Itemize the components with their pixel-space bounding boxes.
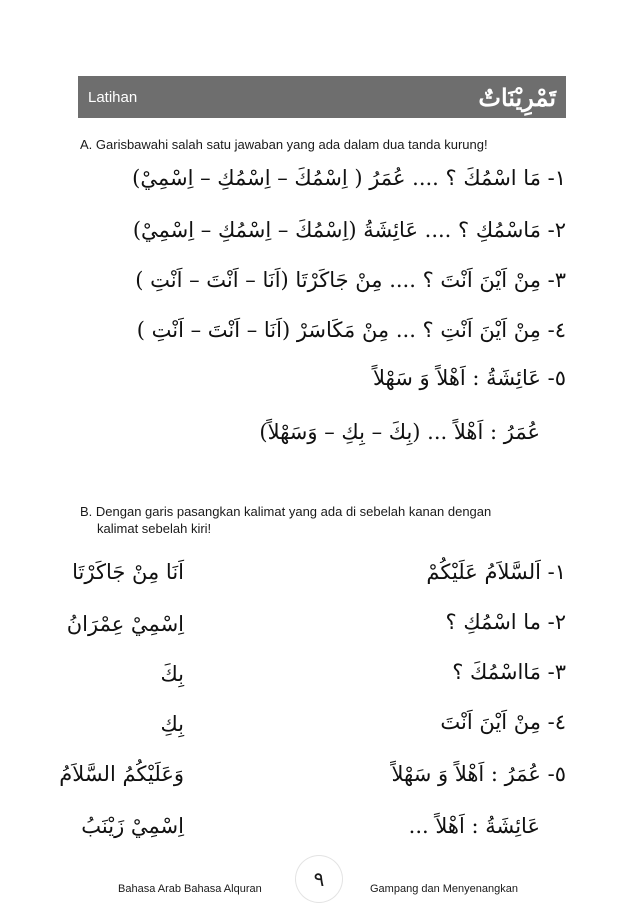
- match-right-item-6: عَائِشَةُ : اَهْلاً ...: [408, 814, 540, 838]
- exercise-a-line-4: ٤- مِنْ اَيْنَ اَنْتِ ؟ ... مِنْ مَكَاسَرْ (اَنَا – اَنْتَ – اَنْتِ ): [136, 318, 566, 342]
- footer-left-text: Bahasa Arab Bahasa Alquran: [118, 883, 262, 895]
- header-title-latin: Latihan: [88, 88, 138, 106]
- section-b-instruction-line-2: kalimat sebelah kiri!: [97, 521, 212, 536]
- section-header: [78, 76, 566, 118]
- page-number-badge: [296, 856, 342, 902]
- exercise-a-line-5: ٥- عَائِشَةُ : اَهْلاً وَ سَهْلاً: [373, 366, 566, 390]
- match-right-item-3: ٣- مَااسْمُكَ ؟: [452, 660, 566, 684]
- match-left-item-6: اِسْمِيْ زَيْنَبُ: [81, 814, 184, 838]
- exercise-a-line-6: عُمَرُ : اَهْلاً ... (بِكَ – بِكِ – وَسَهْلاً): [259, 420, 540, 444]
- match-right-item-4: ٤- مِنْ اَيْنَ اَنْتَ: [440, 710, 566, 734]
- page-number: ٩: [313, 867, 325, 891]
- match-right-item-5: ٥- عُمَرُ : اَهْلاً وَ سَهْلاً: [391, 762, 566, 786]
- match-left-item-1: اَنَا مِنْ جَاكَرْتَا: [72, 560, 184, 584]
- match-left-item-3: بِكَ: [160, 662, 184, 686]
- section-b-instruction-line-1: B. Dengan garis pasangkan kalimat yang ada di sebelah kanan dengan: [80, 504, 492, 519]
- match-left-item-2: اِسْمِيْ عِمْرَانُ: [66, 612, 184, 636]
- header-title-arabic: تَمْرِيْنَاتٌ: [478, 82, 556, 112]
- match-left-item-5: وَعَلَيْكُمُ السَّلاَمُ: [59, 762, 184, 786]
- match-right-item-2: ٢- ما اسْمُكِ ؟: [445, 610, 566, 634]
- exercise-a-line-3: ٣- مِنْ اَيْنَ اَنْتَ ؟ .... مِنْ جَاكَرْتَا (اَنَا – اَنْتَ – اَنْتِ ): [135, 268, 566, 292]
- exercise-a-line-2: ٢- مَاسْمُكِ ؟ .... عَائِشَةُ (اِسْمُكَ – اِسْمُكِ – اِسْمِيْ): [132, 218, 566, 242]
- exercise-a-line-1: ١- مَا اسْمُكَ ؟ .... عُمَرُ ( اِسْمُكَ – اِسْمُكِ – اِسْمِيْ): [132, 166, 566, 190]
- section-a-instruction: A. Garisbawahi salah satu jawaban yang ada dalam dua tanda kurung!: [80, 137, 488, 152]
- footer-right-text: Gampang dan Menyenangkan: [370, 883, 518, 895]
- match-right-item-1: ١- اَلسَّلاَمُ عَلَيْكُمْ: [426, 560, 566, 584]
- match-left-item-4: بِكِ: [160, 712, 184, 736]
